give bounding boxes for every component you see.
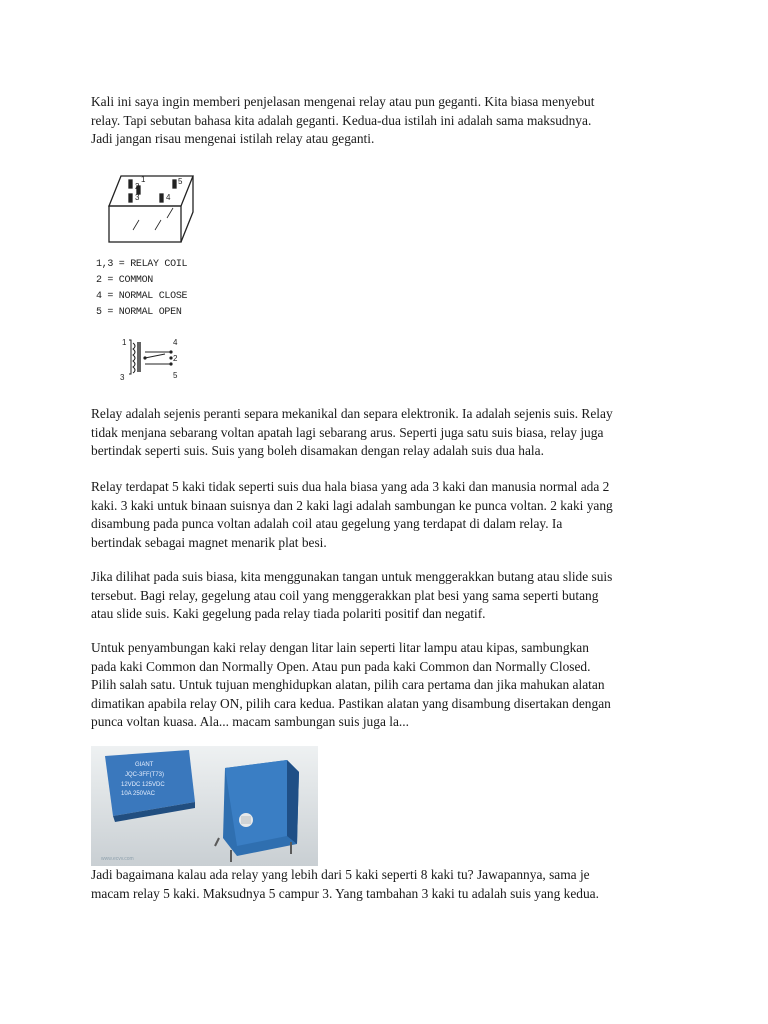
eight-pin-paragraph: Jadi bagaimana kalau ada relay yang lebih dari 5 kaki seperti 8 kaki tu? Jawapannya, sama je macam relay 5 kaki. Maksudnya 5 campur 3. Yang tambahan 3 kaki tu adalah suis yang kedua. bbox=[91, 867, 599, 901]
legs-paragraph: Relay terdapat 5 kaki tidak seperti suis dua hala biasa yang ada 3 kaki dan manusia normal ada 2 kaki. 3 kaki untuk binaan suisnya dan 2 kaki lagi adalah sambungan ke punca voltan. 2 kaki yang disambung pada punca voltan adalah coil atau gegelung yang terdapat di dalam relay. Ia bertindak sebagai magnet menarik plat besi. bbox=[91, 479, 613, 550]
pin-label-4: 4 bbox=[166, 193, 171, 202]
wiring-paragraph: Untuk penyambungan kaki relay dengan litar lain seperti litar lampu atau kipas, sambungkan pada kaki Common dan Normally Open. Atau pun pada kaki Common dan Normally Closed. Pilih salah satu. Untuk tujuan menghidupkan alatan, pilih cara pertama dan jika mahukan alatan dimatikan apabila relay ON, pilih cara kedua. Pastikan alatan yang disambung disertakan dengan punca voltan kuasa. Ala... macam sambungan suis juga la... bbox=[91, 640, 611, 730]
pin-legend bbox=[96, 257, 187, 321]
definition-paragraph: Relay adalah sejenis peranti separa mekanikal dan separa elektronik. Ia adalah sejenis suis. Relay tidak menjana sebarang voltan apatah lagi sebarang arus. Seperti juga satu suis biasa, relay juga bertindak seperti suis. Suis yang boleh disamakan dengan relay adalah suis dua hala. bbox=[91, 406, 613, 459]
photo-label-line-2: JQC-3FF(T73) bbox=[125, 772, 164, 778]
pin-label-5: 5 bbox=[178, 177, 183, 186]
schematic-label-5: 5 bbox=[173, 371, 178, 380]
intro-paragraph: Kali ini saya ingin memberi penjelasan mengenai relay atau pun geganti. Kita biasa menyebut relay. Tapi sebutan bahasa kita adalah geganti. Kedua-dua istilah ini adalah sama maksudnya. Jadi jangan risau mengenai istilah relay atau geganti. bbox=[91, 94, 595, 147]
pin-label-2: 2 bbox=[135, 182, 140, 191]
pin-label-3: 3 bbox=[135, 193, 140, 202]
photo-label-line-1: GIANT bbox=[135, 762, 154, 768]
photo-label-line-4: 10A 250VAC bbox=[121, 791, 155, 797]
switch-paragraph: Jika dilihat pada suis biasa, kita menggunakan tangan untuk menggerakkan butang atau slide suis tersebut. Bagi relay, gegelung atau coil yang menggerakkan plat besi yang sama seperti butang atau slide suis. Kaki gegelung pada relay tiada polariti positif dan negatif. bbox=[91, 569, 613, 622]
schematic-label-4: 4 bbox=[173, 338, 178, 347]
schematic-label-3: 3 bbox=[120, 373, 125, 382]
legend-common: 2 = COMMON bbox=[96, 275, 154, 286]
legend-normal-open: 5 = NORMAL OPEN bbox=[96, 307, 182, 318]
pin-label-1: 1 bbox=[141, 175, 146, 184]
schematic-label-2: 2 bbox=[173, 354, 178, 363]
relay-photo bbox=[91, 746, 318, 866]
schematic-label-1: 1 bbox=[122, 338, 127, 347]
photo-watermark: www.ecvv.com bbox=[101, 856, 134, 862]
legend-normal-close: 4 = NORMAL CLOSE bbox=[96, 291, 188, 302]
photo-label-line-3: 12VDC 125VDC bbox=[121, 782, 165, 788]
legend-coil: 1,3 = RELAY COIL bbox=[96, 259, 188, 270]
